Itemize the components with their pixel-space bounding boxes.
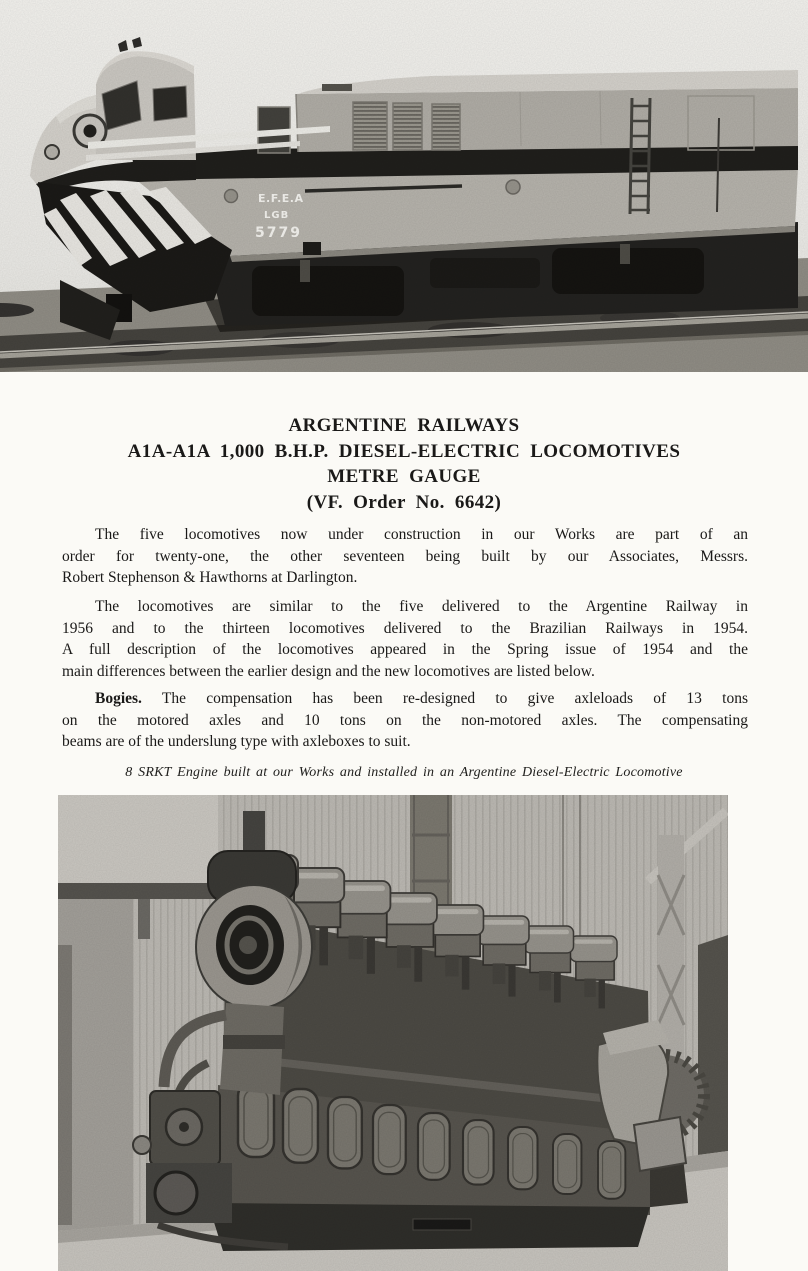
text-line: on the motored axles and 10 tons on the non-motored axles. The compensating: [62, 711, 748, 729]
text-line: A full description of the locomotives appeared in the Spring issue of 1954 and the: [62, 641, 748, 658]
title-line-railway: ARGENTINE RAILWAYS: [288, 415, 520, 436]
locomotive-photo: [0, 0, 808, 372]
text-line: 1956 and to the thirteen locomotives delivered to the Brazilian Railways in 1954.: [62, 619, 748, 637]
text-run: The compensation has been re-designed to give axleloads of 13 tons: [161, 690, 748, 707]
text-line: beams are of the underslung type with axleboxes to suit.: [62, 733, 411, 750]
engine-photo-art: [58, 795, 728, 1271]
text-line: [62, 688, 748, 710]
line-initials: LGB: [264, 210, 290, 221]
title-line-gauge: METRE GAUGE: [327, 466, 481, 487]
halftone-grain: [0, 0, 808, 372]
running-number: 5779: [255, 225, 302, 241]
engine-photo: [58, 795, 728, 1271]
paragraph-intro: [62, 524, 748, 589]
text-line: main differences between the earlier design and the new locomotives are listed below.: [62, 662, 595, 680]
text-line: The five locomotives now under construction in our Works are part of an: [95, 526, 748, 543]
article-title: [0, 413, 808, 515]
title-line-class: A1A-A1A 1,000 B.H.P. DIESEL-ELECTRIC LOCOMOTIVES: [127, 440, 681, 462]
paragraph-history: [62, 596, 748, 682]
railway-initials: E.F.E.A: [258, 192, 304, 205]
locomotive-photo-art: [0, 0, 808, 372]
paragraph-bogies: [62, 688, 748, 753]
text-line: order for twenty-one, the other seventeen being built by our Associates, Messrs.: [62, 547, 748, 565]
text-line: Robert Stephenson & Hawthorns at Darlington.: [62, 569, 358, 586]
engine-photo-caption: 8 SRKT Engine built at our Works and installed in an Argentine Diesel-Electric Locomotive: [125, 765, 683, 780]
text-line: The locomotives are similar to the five delivered to the Argentine Railway in: [95, 598, 748, 615]
title-line-order: (VF. Order No. 6642): [306, 491, 502, 513]
halftone-grain: [58, 795, 728, 1271]
bogies-lead: Bogies.: [95, 690, 142, 707]
